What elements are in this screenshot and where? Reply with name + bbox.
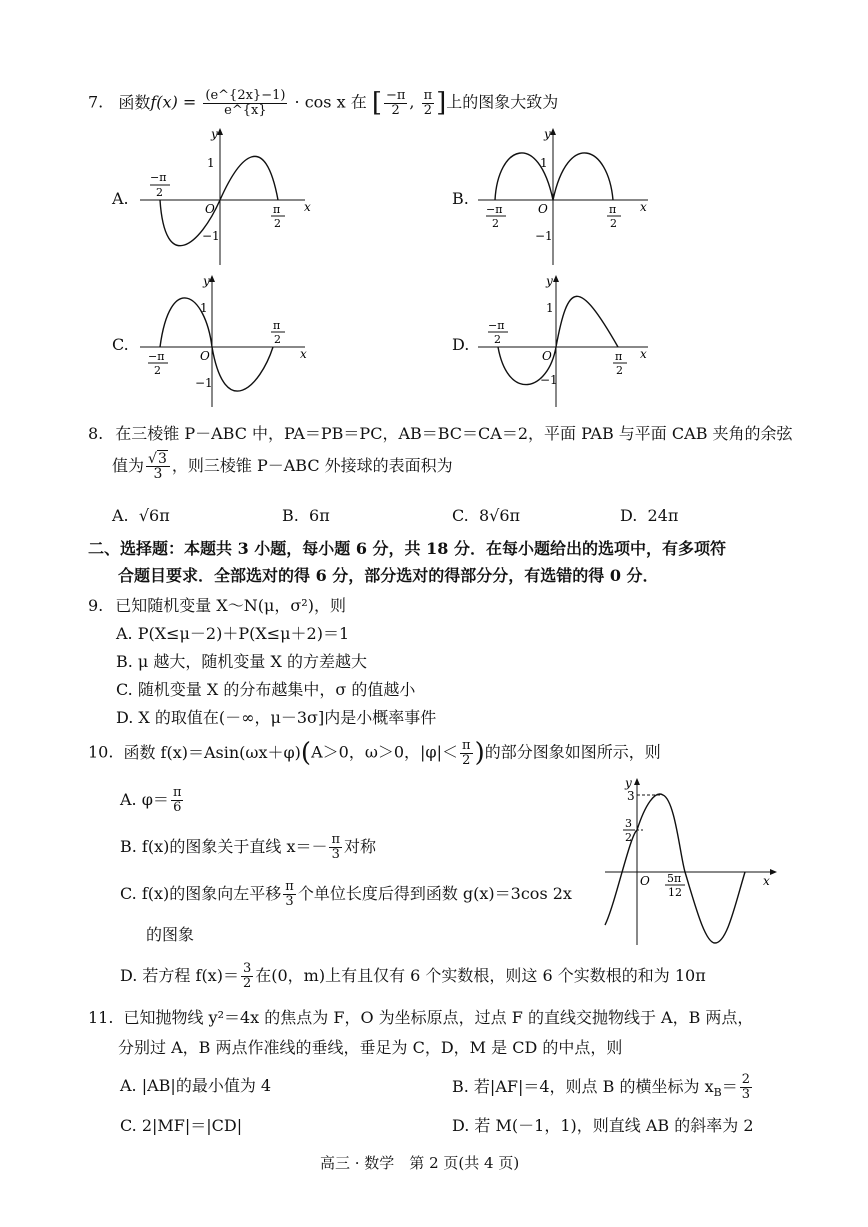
svg-text:2: 2: [274, 333, 281, 346]
svg-text:−π: −π: [488, 319, 505, 332]
q7-option-c-label: C.: [112, 335, 129, 354]
svg-text:2: 2: [156, 186, 163, 199]
q7-stem: 7. 函数f(x) = $\frac{(e\^{}\{2x\}-1)}{e\^{}\{x\}}$ · cos x 在 [ $\frac{-\pi}{2}$ , $\frac{\pi}{2}$ ]上的图象大致为: [88, 87, 559, 118]
svg-text:2: 2: [616, 364, 623, 377]
q8-option-d: D. 24π: [620, 506, 679, 525]
svg-text:2: 2: [154, 364, 161, 377]
q7-graph-c: [140, 272, 310, 412]
svg-text:O: O: [640, 874, 650, 888]
q10-option-c-line2: 的图象: [146, 925, 195, 944]
page-footer: 高三 · 数学 第 2 页(共 4 页): [320, 1154, 520, 1172]
q7-graph-a: [140, 125, 310, 270]
svg-text:2: 2: [494, 333, 501, 346]
svg-text:π: π: [273, 319, 281, 332]
section-2-instructions: 合题目要求．全部选对的得 6 分，部分选对的得部分分，有选错的得 0 分．: [118, 566, 659, 585]
svg-text:1: 1: [200, 301, 208, 315]
q9-option-b: B. μ 越大，随机变量 X 的方差越大: [116, 652, 367, 671]
q7-option-b-label: B.: [452, 189, 469, 208]
svg-text:O: O: [542, 349, 552, 363]
question-number: 7.: [88, 92, 104, 112]
svg-text:12: 12: [668, 886, 682, 899]
svg-text:−1: −1: [540, 373, 558, 387]
q8-stem-line2: 值为 $\frac{√3}{3}$ ，则三棱锥 P－ABC 外接球的表面积为: [112, 451, 453, 482]
svg-text:1: 1: [540, 156, 548, 170]
svg-text:−π: −π: [150, 171, 167, 184]
q11-option-b: B. 若|AF|＝4，则点 B 的横坐标为 $x_B=$ $\frac{2}{3}$: [452, 1072, 750, 1102]
q10-option-b: B. f(x)的图象关于直线 x＝－ $\frac{\pi}{3}$ 对称: [120, 832, 377, 862]
svg-text:−1: −1: [195, 376, 213, 390]
q8-option-a: A. √6π: [112, 506, 170, 525]
q11-stem-line1: 11. 已知抛物线 y²＝4x 的焦点为 F，O 为坐标原点，过点 F 的直线交抛物线于 A，B 两点，: [88, 1008, 754, 1027]
q7-graph-d: [478, 272, 653, 412]
q10-option-a: A. φ＝ $\frac{\pi}{6}$: [120, 785, 182, 815]
q8-stem-line1: 8. 在三棱锥 P－ABC 中，PA＝PB＝PC，AB＝BC＝CA＝2，平面 PAB 与平面 CAB 夹角的余弦: [88, 424, 793, 443]
svg-text:y: y: [546, 274, 553, 288]
q7-option-d-label: D.: [452, 335, 470, 354]
q8-option-b: B. 6π: [282, 506, 330, 525]
svg-text:−π: −π: [148, 350, 165, 363]
q9-option-c: C. 随机变量 X 的分布越集中，σ 的值越小: [116, 680, 416, 699]
svg-text:2: 2: [625, 831, 632, 844]
axis-x-label: x: [304, 200, 311, 214]
q11-stem-line2: 分别过 A，B 两点作准线的垂线，垂足为 C，D，M 是 CD 的中点，则: [118, 1038, 623, 1057]
q7-graph-b: [478, 125, 653, 270]
q10-option-d: D. 若方程 f(x)＝ $\frac{3}{2}$ 在(0，m)上有且仅有 6 个实数根，则这 6 个实数根的和为 10π: [120, 961, 706, 991]
svg-text:2: 2: [274, 217, 281, 230]
svg-text:x: x: [763, 874, 770, 888]
axis-y-label: y: [211, 127, 218, 141]
q9-option-a: A. P(X≤μ－2)＋P(X≤μ＋2)＝1: [116, 624, 350, 643]
svg-text:y: y: [203, 274, 210, 288]
svg-text:3: 3: [627, 789, 635, 803]
q10-stem: 10. 函数 f(x)＝Asin(ωx＋φ)(A＞0，ω＞0，|φ|＜ $\frac{\pi}{2}$ )的部分图象如图所示，则: [88, 737, 661, 768]
svg-text:y: y: [544, 127, 551, 141]
svg-text:1: 1: [207, 156, 215, 170]
svg-text:−π: −π: [486, 203, 503, 216]
svg-text:2: 2: [610, 217, 617, 230]
svg-text:x: x: [640, 200, 647, 214]
section-2-heading: 二、选择题：本题共 3 小题，每小题 6 分，共 18 分．在每小题给出的选项中，有多项符: [88, 539, 726, 558]
q11-option-d: D. 若 M(－1，1)，则直线 AB 的斜率为 2: [452, 1116, 754, 1135]
svg-text:O: O: [538, 202, 548, 216]
origin-label: O: [205, 202, 215, 216]
q11-option-c: C. 2|MF|＝|CD|: [120, 1116, 243, 1135]
svg-text:−1: −1: [202, 229, 220, 243]
svg-text:x: x: [640, 347, 647, 361]
svg-text:1: 1: [546, 301, 554, 315]
svg-text:x: x: [300, 347, 307, 361]
svg-text:π: π: [273, 203, 281, 216]
svg-text:O: O: [200, 349, 210, 363]
q8-option-c: C. 8√6π: [452, 506, 521, 525]
q9-stem: 9. 已知随机变量 X～N(μ，σ²)，则: [88, 596, 346, 615]
svg-text:2: 2: [492, 217, 499, 230]
svg-text:5π: 5π: [667, 872, 682, 885]
svg-text:−1: −1: [535, 229, 553, 243]
q10-option-c: C. f(x)的图象向左平移 $\frac{\pi}{3}$ 个单位长度后得到函数 g(x)＝3cos 2x: [120, 879, 572, 909]
svg-text:y: y: [625, 776, 632, 790]
q11-option-a: A. |AB|的最小值为 4: [120, 1076, 272, 1095]
svg-text:π: π: [609, 203, 617, 216]
q9-option-d: D. X 的取值在(－∞，μ－3σ]内是小概率事件: [116, 708, 437, 727]
svg-text:3: 3: [625, 817, 632, 830]
svg-text:π: π: [615, 350, 623, 363]
q7-option-a-label: A.: [112, 189, 129, 208]
q10-graph: [605, 775, 780, 950]
